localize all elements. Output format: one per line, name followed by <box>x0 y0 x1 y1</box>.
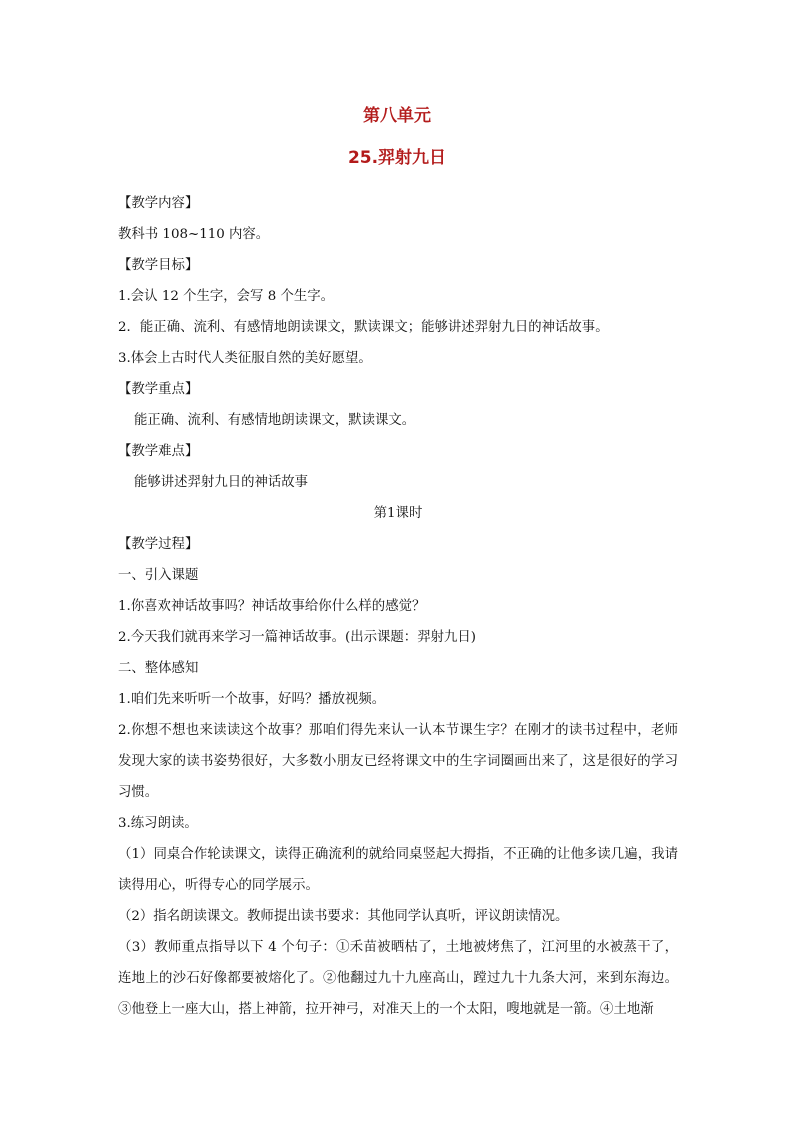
goals-heading: 【教学目标】 <box>118 258 199 273</box>
step2-item: 1.咱们先来听听一个故事，好吗？播放视频。 <box>118 692 386 707</box>
step1-item: 2.今天我们就再来学习一篇神话故事。(出示课题：羿射九日) <box>118 630 476 645</box>
step1-title: 一、引入课题 <box>118 568 199 583</box>
difficulties-text: 能够讲述羿射九日的神话故事 <box>134 475 309 490</box>
unit-title: 第八单元 <box>363 106 431 126</box>
lesson-title: 25.羿射九日 <box>347 148 447 168</box>
reading-step: （1）同桌合作轮读课文，读得正确流利的就给同桌竖起大拇指，不正确的让他多读几遍，我请读得用心，听得专心的同学展示。 <box>118 847 678 893</box>
step2-item: 2.你想不想也来读读这个故事？那咱们得先来认一认本节课生字？在刚才的读书过程中，老师发现大家的读书姿势很好，大多数小朋友已经将课文中的生字词圈画出来了，这是很好的学习习惯。 <box>118 723 678 800</box>
difficulties-heading: 【教学难点】 <box>118 444 199 459</box>
period-label: 第1课时 <box>373 506 423 521</box>
reading-step: （3）教师重点指导以下 4 个句子：①禾苗被晒枯了，土地被烤焦了，江河里的水被蒸干了，连地上的沙石好像都要被熔化了。②他翻过九十九座高山，蹚过九十九条大河，来到东海边。③他登上一座大山，搭上神箭，拉开神弓，对准天上的一个太阳，嗖地就是一箭。④土地渐 <box>118 940 678 1017</box>
process-heading: 【教学过程】 <box>118 537 199 552</box>
step2-item: 3.练习朗读。 <box>118 816 198 831</box>
key-points-heading: 【教学重点】 <box>118 382 199 397</box>
document-body <box>118 188 678 1025</box>
step2-title: 二、整体感知 <box>118 661 199 676</box>
goal-item: 1.会认 12 个生字，会写 8 个生字。 <box>118 289 335 304</box>
content-text: 教科书 108~110 内容。 <box>118 227 270 242</box>
content-heading: 【教学内容】 <box>118 196 199 211</box>
goal-item: 3.体会上古时代人类征服自然的美好愿望。 <box>118 351 372 366</box>
goal-item: 2．能正确、流利、有感情地朗读课文，默读课文；能够讲述羿射九日的神话故事。 <box>118 320 609 335</box>
key-points-text: 能正确、流利、有感情地朗读课文，默读课文。 <box>134 413 416 428</box>
step1-item: 1.你喜欢神话故事吗？神话故事给你什么样的感觉？ <box>118 599 426 614</box>
reading-step: （2）指名朗读课文。教师提出读书要求：其他同学认真听，评议朗读情况。 <box>118 909 569 924</box>
